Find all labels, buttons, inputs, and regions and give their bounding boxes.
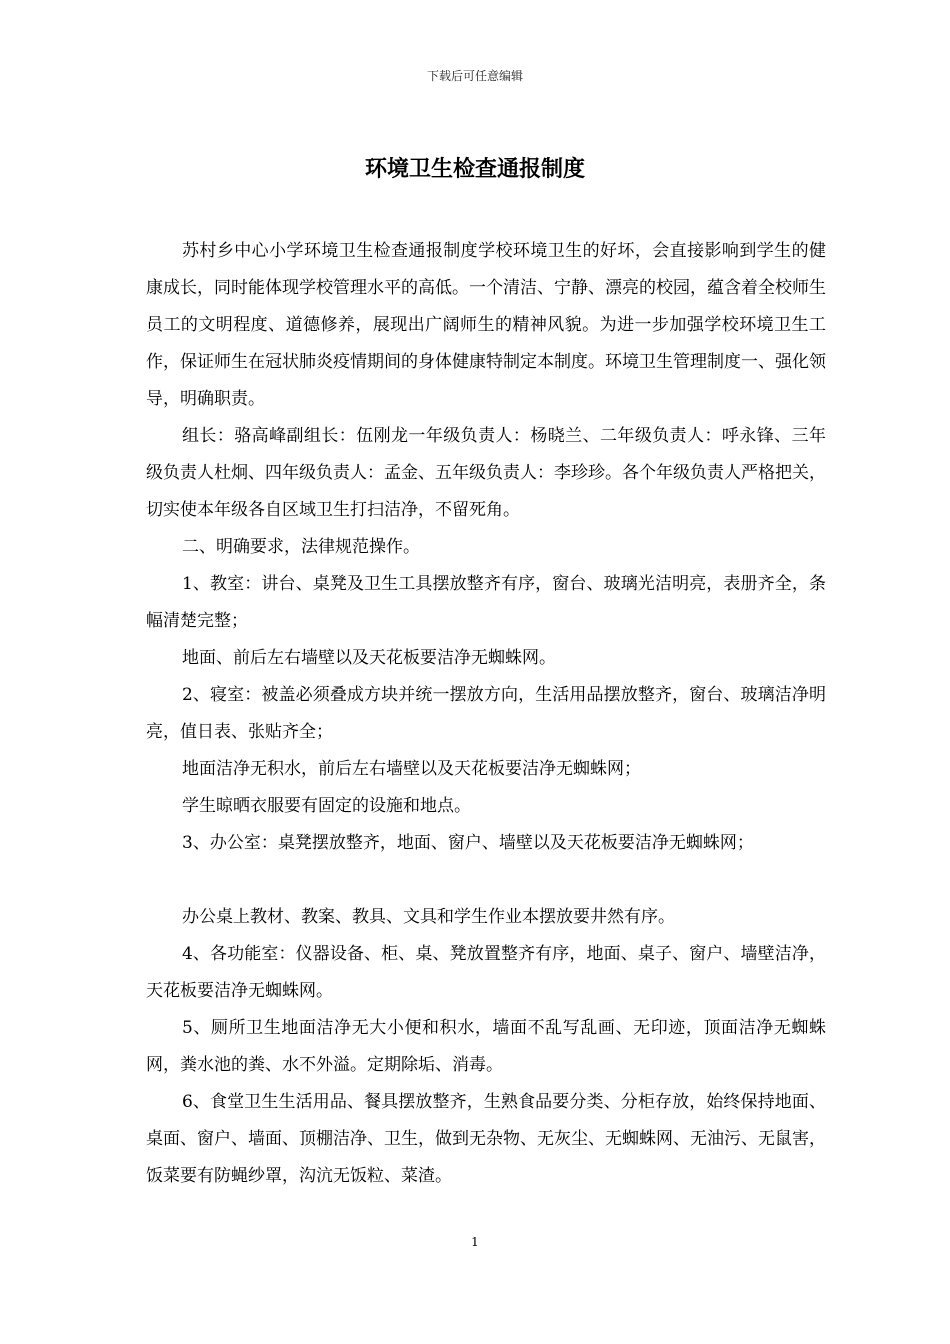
paragraph-office: 3、办公室：桌凳摆放整齐，地面、窗户、墙壁以及天花板要洁净无蜘蛛网； — [182, 833, 754, 853]
paragraph-section-two-heading: 二、明确要求，法律规范操作。 — [182, 537, 420, 557]
paragraph-intro: 苏村乡中心小学环境卫生检查通报制度学校环境卫生的好坏，会直接影响到学生的健康成长，同时能体现学校管理水平的高低。一个清洁、宁静、漂亮的校园，蕴含着全校师生员工的文明程度、道德修养，展现出广阔师生的精神风貌。为进一步加强学校环境卫生工作，保证师生在冠状肺炎疫情期间的身体健康特制定本制度。环境卫生管理制度一、强化领导，明确职责。 — [146, 241, 826, 409]
page-header-note: 下载后可任意编辑 — [426, 69, 523, 83]
paragraph-canteen: 6、食堂卫生生活用品、餐具摆放整齐，生熟食品要分类、分柜存放，始终保持地面、桌面、窗户、墙面、顶棚洁净、卫生，做到无杂物、无灰尘、无蜘蛛网、无油污、无鼠害，饭菜要有防蝇纱罩，沟沆无饭粒、菜渣。 — [146, 1092, 826, 1186]
paragraph-classroom-floor: 地面、前后左右墙壁以及天花板要洁净无蜘蛛网。 — [182, 648, 556, 668]
paragraph-function-rooms: 4、各功能室：仪器设备、柜、桌、凳放置整齐有序，地面、桌子、窗户、墙壁洁净，天花板要洁净无蜘蛛网。 — [146, 944, 826, 1001]
paragraph-gap — [146, 862, 826, 899]
document-title: 环境卫生检查通报制度 — [364, 156, 585, 182]
paragraph-office-desk: 办公桌上教材、教案、教具、文具和学生作业本摆放要井然有序。 — [182, 907, 675, 927]
paragraph-classroom: 1、教室：讲台、桌凳及卫生工具摆放整齐有序，窗台、玻璃光洁明亮，表册齐全，条幅清楚完整； — [146, 574, 826, 631]
paragraph-dormitory-laundry: 学生晾晒衣服要有固定的设施和地点。 — [182, 796, 471, 816]
page-number: 1 — [471, 1235, 479, 1249]
paragraph-dormitory: 2、寝室：被盖必须叠成方块并统一摆放方向，生活用品摆放整齐，窗台、玻璃洁净明亮，值日表、张贴齐全； — [146, 685, 826, 742]
paragraph-toilets: 5、厕所卫生地面洁净无大小便和积水，墙面不乱写乱画、无印迹，顶面洁净无蜘蛛网，粪水池的粪、水不外溢。定期除垢、消毒。 — [146, 1018, 826, 1075]
paragraph-leadership-group: 组长：骆高峰副组长：伍刚龙一年级负责人：杨晓兰、二年级负责人：呼永锋、三年级负责人杜炯、四年级负责人：孟金、五年级负责人：李珍珍。各个年级负责人严格把关，切实使本年级各自区域卫生打扫洁净，不留死角。 — [146, 426, 826, 520]
document-body — [146, 233, 826, 1195]
paragraph-dormitory-floor: 地面洁净无积水，前后左右墙壁以及天花板要洁净无蜘蛛网； — [182, 759, 641, 779]
